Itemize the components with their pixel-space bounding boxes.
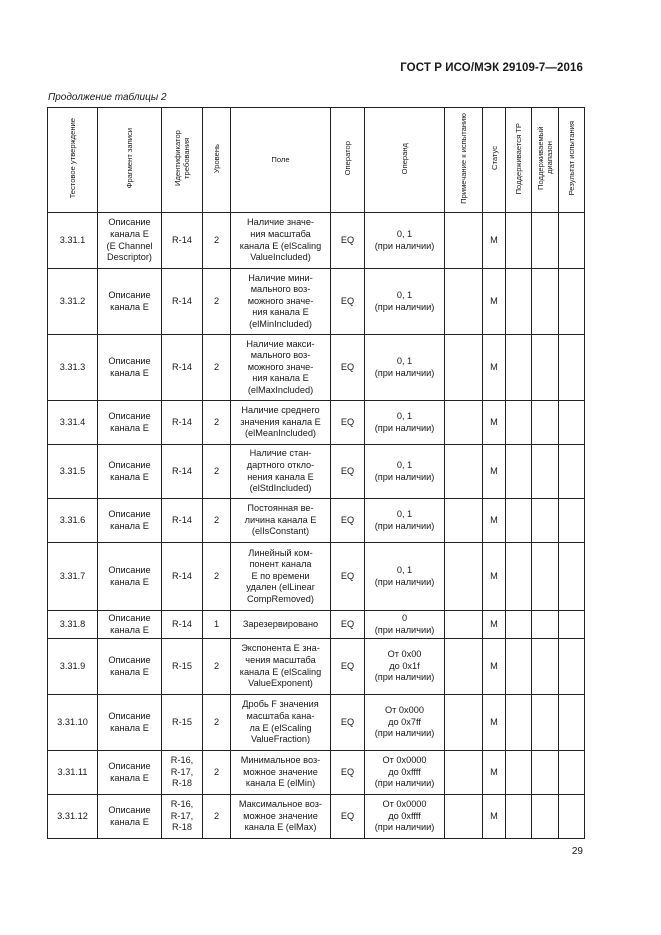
operator-cell: [331, 213, 365, 269]
test-result-cell: [559, 445, 585, 499]
field-text: Наличие стан- дартного откло- нения канала E (elStdIncluded): [246, 448, 315, 494]
record-fragment-text: Описание канала E: [108, 289, 151, 312]
operator-text: EQ: [340, 570, 355, 581]
supported-range-cell: [532, 335, 559, 401]
operand-cell: [365, 445, 445, 499]
record-fragment-cell: [98, 499, 162, 543]
status-cell: [483, 543, 506, 611]
col-label: Результат испытания: [567, 120, 576, 196]
table-row: [48, 543, 585, 611]
level-text: 2: [213, 810, 220, 821]
supported-tr-cell: [506, 695, 532, 751]
field-cell: [231, 445, 331, 499]
record-fragment-cell: [98, 611, 162, 639]
test-assertion-text: 3.31.12: [57, 810, 88, 821]
col-label: Тестовое утверждение: [68, 117, 77, 199]
supported-range-cell: [532, 445, 559, 499]
level-text: 2: [213, 416, 220, 427]
test-assertion-cell: [48, 445, 98, 499]
requirement-id-text: R-15: [172, 716, 192, 727]
field-text: Максимальное воз- можное значение канала E (elMax): [238, 799, 323, 833]
supported-tr-cell: [506, 543, 532, 611]
field-text: Зарезервировано: [242, 618, 319, 629]
operator-cell: [331, 695, 365, 751]
field-text: Минимальное воз- можное значение канала E (elMin): [240, 755, 321, 789]
test-result-cell: [559, 611, 585, 639]
col-test-assertion: [48, 108, 98, 213]
table-row: [48, 401, 585, 445]
test-assertion-text: 3.31.5: [59, 465, 86, 476]
status-cell: [483, 611, 506, 639]
operand-cell: [365, 401, 445, 445]
status-text: M: [490, 416, 498, 427]
test-note-cell: [445, 401, 483, 445]
requirement-id-cell: [162, 269, 203, 335]
operand-cell: [365, 751, 445, 795]
supported-tr-cell: [506, 335, 532, 401]
test-note-cell: [445, 445, 483, 499]
test-assertion-cell: [48, 695, 98, 751]
col-record-fragment: [98, 108, 162, 213]
table-row: [48, 751, 585, 795]
status-text: M: [490, 660, 498, 671]
status-text: M: [490, 766, 498, 777]
supported-tr-cell: [506, 499, 532, 543]
table-row: [48, 213, 585, 269]
supported-range-cell: [532, 269, 559, 335]
level-text: 2: [213, 570, 220, 581]
col-requirement-id: [162, 108, 203, 213]
requirement-id-text: R-15: [172, 660, 192, 671]
status-text: M: [490, 295, 498, 306]
status-cell: [483, 695, 506, 751]
test-assertion-text: 3.31.2: [59, 295, 86, 306]
requirement-id-cell: [162, 543, 203, 611]
operator-text: EQ: [340, 295, 355, 306]
requirement-id-text: R-14: [172, 618, 192, 629]
supported-range-cell: [532, 695, 559, 751]
field-cell: [231, 499, 331, 543]
status-text: M: [490, 618, 498, 629]
col-status: [483, 108, 506, 213]
level-text: 2: [213, 361, 220, 372]
test-note-cell: [445, 611, 483, 639]
col-operator: [331, 108, 365, 213]
level-text: 2: [213, 465, 220, 476]
record-fragment-text: Описание канала E (E Channel Descriptor): [106, 217, 153, 263]
level-text: 2: [213, 295, 220, 306]
status-text: M: [490, 361, 498, 372]
operator-cell: [331, 543, 365, 611]
table-row: [48, 445, 585, 499]
test-assertion-text: 3.31.4: [59, 416, 86, 427]
operator-text: EQ: [340, 618, 355, 629]
requirement-id-text: R-14: [172, 570, 192, 581]
status-cell: [483, 213, 506, 269]
level-cell: [203, 213, 231, 269]
page-number: 29: [571, 846, 583, 857]
supported-tr-cell: [506, 751, 532, 795]
requirement-id-cell: [162, 499, 203, 543]
supported-range-cell: [532, 213, 559, 269]
col-label: Оператор: [343, 141, 352, 176]
level-cell: [203, 445, 231, 499]
requirement-id-text: R-16, R-17, R-18: [170, 799, 194, 833]
operand-cell: [365, 695, 445, 751]
table-row: [48, 639, 585, 695]
requirement-id-text: R-14: [172, 514, 192, 525]
record-fragment-text: Описание канала E: [108, 459, 151, 482]
col-label: Операнд: [400, 142, 409, 174]
requirement-id-cell: [162, 695, 203, 751]
col-label: Уровень: [212, 143, 221, 173]
col-label: Фрагмент записи: [125, 128, 134, 189]
table-row: [48, 611, 585, 639]
status-cell: [483, 401, 506, 445]
level-cell: [203, 269, 231, 335]
requirement-id-cell: [162, 401, 203, 445]
status-cell: [483, 499, 506, 543]
operand-cell: [365, 335, 445, 401]
test-assertion-cell: [48, 269, 98, 335]
status-cell: [483, 639, 506, 695]
requirement-id-text: R-14: [172, 234, 192, 245]
operand-text: 0, 1 (при наличии): [374, 459, 435, 482]
requirement-id-text: R-16, R-17, R-18: [170, 755, 194, 789]
record-fragment-text: Описание канала E: [108, 612, 151, 635]
field-cell: [231, 695, 331, 751]
operator-text: EQ: [340, 766, 355, 777]
operand-text: От 0x000 до 0x7ff (при наличии): [374, 705, 435, 739]
requirement-id-cell: [162, 751, 203, 795]
field-cell: [231, 213, 331, 269]
supported-tr-cell: [506, 213, 532, 269]
test-result-cell: [559, 401, 585, 445]
level-cell: [203, 499, 231, 543]
level-text: 2: [213, 716, 220, 727]
record-fragment-text: Описание канала E: [108, 410, 151, 433]
level-cell: [203, 543, 231, 611]
col-level: [203, 108, 231, 213]
test-note-cell: [445, 543, 483, 611]
requirement-id-cell: [162, 445, 203, 499]
operator-text: EQ: [340, 716, 355, 727]
status-cell: [483, 445, 506, 499]
test-assertion-cell: [48, 401, 98, 445]
col-supported-tr: [506, 108, 532, 213]
table-row: [48, 695, 585, 751]
operator-text: EQ: [340, 660, 355, 671]
requirement-id-text: R-14: [172, 465, 192, 476]
test-note-cell: [445, 213, 483, 269]
col-operand: [365, 108, 445, 213]
test-note-cell: [445, 795, 483, 839]
test-result-cell: [559, 335, 585, 401]
level-cell: [203, 335, 231, 401]
record-fragment-text: Описание канала E: [108, 804, 151, 827]
record-fragment-text: Описание канала E: [108, 710, 151, 733]
record-fragment-cell: [98, 543, 162, 611]
test-note-cell: [445, 269, 483, 335]
test-assertion-cell: [48, 213, 98, 269]
table-row: [48, 269, 585, 335]
operator-text: EQ: [340, 810, 355, 821]
level-text: 2: [213, 660, 220, 671]
test-assertion-text: 3.31.8: [59, 618, 86, 629]
test-assertion-cell: [48, 543, 98, 611]
record-fragment-cell: [98, 401, 162, 445]
col-test-result: [559, 108, 585, 213]
status-text: M: [490, 514, 498, 525]
status-cell: [483, 751, 506, 795]
standard-header: ГОСТ Р ИСО/МЭК 29109-7—2016: [400, 62, 583, 74]
operand-text: От 0x0000 до 0xffff (при наличии): [374, 799, 435, 833]
operand-text: 0, 1 (при наличии): [374, 355, 435, 378]
operator-cell: [331, 445, 365, 499]
operand-text: 0, 1 (при наличии): [374, 289, 435, 312]
test-note-cell: [445, 335, 483, 401]
field-text: Наличие среднего значения канала E (elMeanIncluded): [240, 405, 321, 439]
operand-cell: [365, 543, 445, 611]
operator-text: EQ: [340, 361, 355, 372]
operator-text: EQ: [340, 234, 355, 245]
test-result-cell: [559, 751, 585, 795]
operator-cell: [331, 269, 365, 335]
status-cell: [483, 795, 506, 839]
table-header-row: [48, 108, 585, 213]
status-cell: [483, 335, 506, 401]
status-text: M: [490, 465, 498, 476]
operand-text: 0, 1 (при наличии): [374, 508, 435, 531]
col-test-note: [445, 108, 483, 213]
record-fragment-text: Описание канала E: [108, 355, 151, 378]
test-assertion-text: 3.31.1: [59, 234, 86, 245]
operand-text: От 0x0000 до 0xffff (при наличии): [374, 755, 435, 789]
requirement-id-cell: [162, 335, 203, 401]
field-cell: [231, 611, 331, 639]
record-fragment-cell: [98, 269, 162, 335]
requirement-id-text: R-14: [172, 416, 192, 427]
operand-text: 0, 1 (при наличии): [374, 228, 435, 251]
operator-cell: [331, 751, 365, 795]
supported-tr-cell: [506, 639, 532, 695]
field-cell: [231, 795, 331, 839]
field-text: Дробь F значения масштаба кана- ла E (elScaling ValueFraction): [242, 699, 319, 745]
field-text: Наличие макси- мального воз- можного значе- ния канала E (elMaxIncluded): [246, 338, 315, 395]
level-text: 2: [213, 514, 220, 525]
level-cell: [203, 751, 231, 795]
test-assertion-cell: [48, 795, 98, 839]
test-note-cell: [445, 639, 483, 695]
test-result-cell: [559, 795, 585, 839]
record-fragment-text: Описание канала E: [108, 508, 151, 531]
requirement-id-cell: [162, 795, 203, 839]
record-fragment-cell: [98, 213, 162, 269]
operator-cell: [331, 611, 365, 639]
test-assertion-cell: [48, 611, 98, 639]
test-result-cell: [559, 269, 585, 335]
test-result-cell: [559, 695, 585, 751]
operand-text: 0, 1 (при наличии): [374, 410, 435, 433]
operand-cell: [365, 639, 445, 695]
level-cell: [203, 401, 231, 445]
requirement-id-cell: [162, 639, 203, 695]
status-text: M: [490, 234, 498, 245]
record-fragment-cell: [98, 695, 162, 751]
field-cell: [231, 543, 331, 611]
operator-cell: [331, 795, 365, 839]
operand-text: От 0x00 до 0x1f (при наличии): [374, 649, 435, 683]
col-label: Поле: [271, 155, 290, 165]
col-label: Идентификатор требования: [173, 130, 191, 187]
supported-range-cell: [532, 499, 559, 543]
operator-cell: [331, 639, 365, 695]
operator-text: EQ: [340, 416, 355, 427]
operator-cell: [331, 499, 365, 543]
level-text: 2: [213, 234, 220, 245]
level-cell: [203, 611, 231, 639]
operand-cell: [365, 795, 445, 839]
test-assertion-text: 3.31.7: [59, 570, 86, 581]
test-note-cell: [445, 499, 483, 543]
operand-text: 0 (при наличии): [374, 612, 435, 635]
supported-tr-cell: [506, 445, 532, 499]
requirement-id-text: R-14: [172, 295, 192, 306]
supported-range-cell: [532, 611, 559, 639]
col-label: Поддерживается ТР: [514, 122, 523, 194]
test-assertion-cell: [48, 639, 98, 695]
operand-cell: [365, 269, 445, 335]
test-result-cell: [559, 639, 585, 695]
test-assertion-text: 3.31.9: [59, 660, 86, 671]
test-result-cell: [559, 213, 585, 269]
supported-range-cell: [532, 639, 559, 695]
field-text: Постоянная ве- личина канала E (elIsConstant): [244, 503, 317, 537]
record-fragment-cell: [98, 751, 162, 795]
record-fragment-cell: [98, 795, 162, 839]
field-cell: [231, 751, 331, 795]
operator-cell: [331, 335, 365, 401]
status-cell: [483, 269, 506, 335]
operator-text: EQ: [340, 465, 355, 476]
field-text: Линейный ком- понент канала E по времени удален (elLinear CompRemoved): [246, 547, 315, 604]
level-cell: [203, 795, 231, 839]
supported-range-cell: [532, 543, 559, 611]
col-label: Статус: [489, 146, 499, 171]
record-fragment-cell: [98, 445, 162, 499]
supported-tr-cell: [506, 401, 532, 445]
col-supported-range: [532, 108, 559, 213]
field-cell: [231, 335, 331, 401]
table-row: [48, 795, 585, 839]
supported-range-cell: [532, 795, 559, 839]
test-result-cell: [559, 543, 585, 611]
col-label: Примечание к испытанию: [459, 112, 468, 204]
field-text: Наличие значе- ния масштаба канала E (elScaling ValueIncluded): [239, 217, 322, 263]
level-text: 1: [213, 618, 220, 629]
table-row: [48, 499, 585, 543]
level-cell: [203, 639, 231, 695]
status-text: M: [490, 810, 498, 821]
operand-cell: [365, 611, 445, 639]
test-assertion-text: 3.31.3: [59, 361, 86, 372]
col-field: [231, 108, 331, 213]
test-assertion-cell: [48, 335, 98, 401]
table-caption: Продолжение таблицы 2: [48, 92, 167, 103]
operator-cell: [331, 401, 365, 445]
test-assertion-text: 3.31.11: [57, 766, 88, 777]
requirement-id-text: R-14: [172, 361, 192, 372]
field-text: Экспонента E зна- чения масштаба канала E (elScaling ValueExponent): [239, 643, 322, 689]
status-text: M: [490, 716, 498, 727]
test-assertion-text: 3.31.6: [59, 514, 86, 525]
field-cell: [231, 401, 331, 445]
col-label: Поддерживаемый диапазон: [536, 126, 554, 190]
record-fragment-text: Описание канала E: [108, 654, 151, 677]
test-result-cell: [559, 499, 585, 543]
spec-table: [47, 107, 585, 839]
operand-text: 0, 1 (при наличии): [374, 564, 435, 587]
status-text: M: [490, 570, 498, 581]
operand-cell: [365, 499, 445, 543]
supported-range-cell: [532, 751, 559, 795]
field-text: Наличие мини- мального воз- можного значе- ния канала E (elMinIncluded): [247, 272, 314, 329]
record-fragment-text: Описание канала E: [108, 760, 151, 783]
requirement-id-cell: [162, 213, 203, 269]
requirement-id-cell: [162, 611, 203, 639]
record-fragment-text: Описание канала E: [108, 564, 151, 587]
record-fragment-cell: [98, 335, 162, 401]
test-note-cell: [445, 751, 483, 795]
supported-tr-cell: [506, 795, 532, 839]
test-assertion-cell: [48, 751, 98, 795]
operator-text: EQ: [340, 514, 355, 525]
record-fragment-cell: [98, 639, 162, 695]
test-assertion-cell: [48, 499, 98, 543]
operand-cell: [365, 213, 445, 269]
test-assertion-text: 3.31.10: [57, 716, 88, 727]
field-cell: [231, 639, 331, 695]
supported-tr-cell: [506, 611, 532, 639]
supported-range-cell: [532, 401, 559, 445]
field-cell: [231, 269, 331, 335]
level-text: 2: [213, 766, 220, 777]
table-row: [48, 335, 585, 401]
test-note-cell: [445, 695, 483, 751]
level-cell: [203, 695, 231, 751]
supported-tr-cell: [506, 269, 532, 335]
